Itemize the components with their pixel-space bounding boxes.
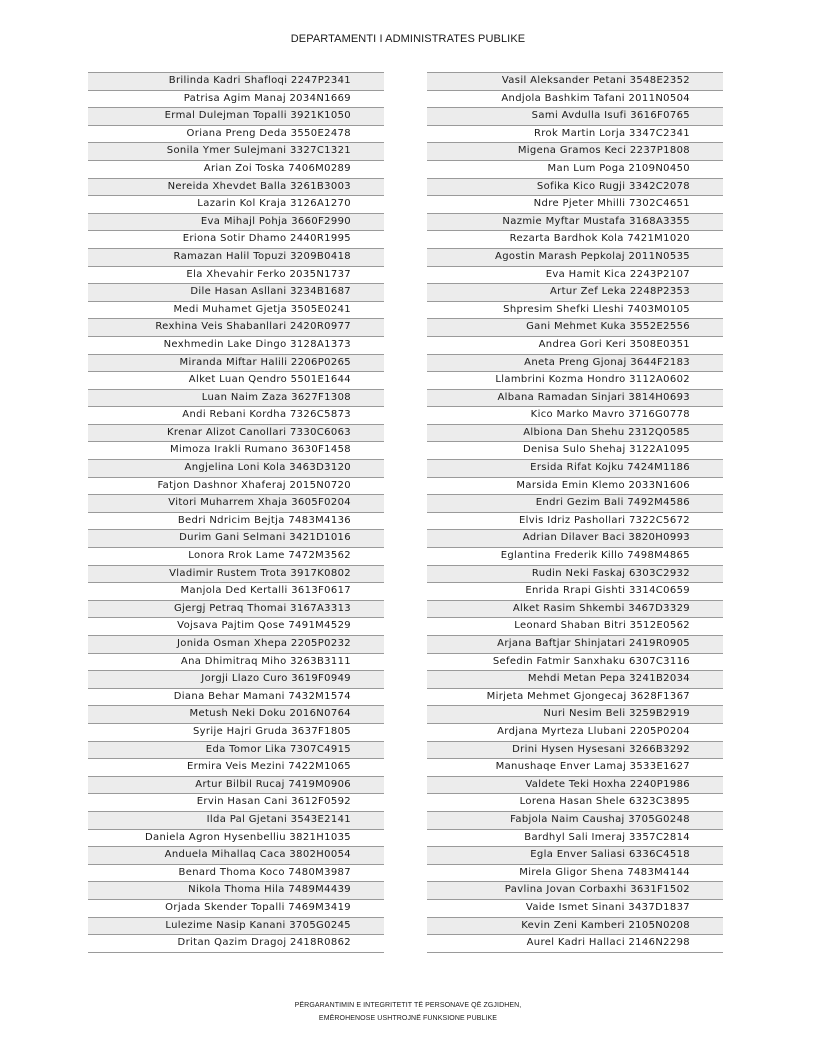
list-item: Ilda Pal Gjetani 3543E2141 [88,812,384,830]
list-item: Manjola Ded Kertalli 3613F0617 [88,583,384,601]
list-item: Endri Gezim Bali 7492M4586 [427,495,723,513]
list-item: Alket Luan Qendro 5501E1644 [88,372,384,390]
list-item: Vladimir Rustem Trota 3917K0802 [88,566,384,584]
list-item: Sofika Kico Rugji 3342C2078 [427,179,723,197]
list-item: Miranda Miftar Halili 2206P0265 [88,355,384,373]
list-item: Adrian Dilaver Baci 3820H0993 [427,530,723,548]
list-item: Lonora Rrok Lame 7472M3562 [88,548,384,566]
list-item: Brilinda Kadri Shafloqi 2247P2341 [88,73,384,91]
list-item: Bardhyl Sali Imeraj 3357C2814 [427,830,723,848]
footer-line-2: EMËROHENOSE USHTROJNË FUNKSIONE PUBLIKE [318,1015,498,1022]
list-item: Benard Thoma Koco 7480M3987 [88,865,384,883]
list-item: Denisa Sulo Shehaj 3122A1095 [427,442,723,460]
list-item: Drini Hysen Hysesani 3266B3292 [427,742,723,760]
list-item: Agostin Marash Pepkolaj 2011N0535 [427,249,723,267]
list-item: Pavlina Jovan Corbaxhi 3631F1502 [427,882,723,900]
list-item: Ervin Hasan Cani 3612F0592 [88,794,384,812]
list-item: Manushaqe Enver Lamaj 3533E1627 [427,759,723,777]
list-item: Artur Bilbil Rucaj 7419M0906 [88,777,384,795]
list-item: Rezarta Bardhok Kola 7421M1020 [427,231,723,249]
list-item: Arjana Baftjar Shinjatari 2419R0905 [427,636,723,654]
list-item: Medi Muhamet Gjetja 3505E0241 [88,302,384,320]
list-item: Ardjana Myrteza Llubani 2205P0204 [427,724,723,742]
name-list-right [427,72,723,953]
list-item: Daniela Agron Hysenbelliu 3821H1035 [88,830,384,848]
list-item: Migena Gramos Keci 2237P1808 [427,143,723,161]
list-item: Orjada Skender Topalli 7469M3419 [88,900,384,918]
list-item: Nexhmedin Lake Dingo 3128A1373 [88,337,384,355]
list-item: Rexhina Veis Shabanllari 2420R0977 [88,319,384,337]
list-item: Aurel Kadri Hallaci 2146N2298 [427,935,723,953]
list-item: Lorena Hasan Shele 6323C3895 [427,794,723,812]
list-item: Egla Enver Saliasi 6336C4518 [427,847,723,865]
name-list-left [88,72,384,953]
list-item: Mirela Gligor Shena 7483M4144 [427,865,723,883]
list-item: Eda Tomor Lika 7307C4915 [88,742,384,760]
list-item: Kico Marko Mavro 3716G0778 [427,407,723,425]
footer-line-1: PËRGARANTIMIN E INTEGRITETIT TË PERSONAVE QË ZGJIDHEN, [294,1002,522,1009]
list-item: Patrisa Agim Manaj 2034N1669 [88,91,384,109]
list-item: Mehdi Metan Pepa 3241B2034 [427,671,723,689]
list-item: Andjola Bashkim Tafani 2011N0504 [427,91,723,109]
list-item: Jonida Osman Xhepa 2205P0232 [88,636,384,654]
list-item: Leonard Shaban Bitri 3512E0562 [427,618,723,636]
list-item: Nereida Xhevdet Balla 3261B3003 [88,179,384,197]
list-item: Llambrini Kozma Hondro 3112A0602 [427,372,723,390]
list-item: Luan Naim Zaza 3627F1308 [88,390,384,408]
list-item: Ana Dhimitraq Miho 3263B3111 [88,654,384,672]
list-item: Vitori Muharrem Xhaja 3605F0204 [88,495,384,513]
page-footer [0,999,816,1025]
list-item: Valdete Teki Hoxha 2240P1986 [427,777,723,795]
list-item: Ermal Dulejman Topalli 3921K1050 [88,108,384,126]
list-item: Lulezime Nasip Kanani 3705G0245 [88,918,384,936]
list-item: Rrok Martin Lorja 3347C2341 [427,126,723,144]
list-item: Lazarin Kol Kraja 3126A1270 [88,196,384,214]
list-item: Mimoza Irakli Rumano 3630F1458 [88,442,384,460]
list-item: Krenar Alizot Canollari 7330C6063 [88,425,384,443]
list-item: Rudin Neki Faskaj 6303C2932 [427,566,723,584]
list-item: Man Lum Poga 2109N0450 [427,161,723,179]
list-item: Albiona Dan Shehu 2312Q0585 [427,425,723,443]
list-item: Shpresim Shefki Lleshi 7403M0105 [427,302,723,320]
list-item: Albana Ramadan Sinjari 3814H0693 [427,390,723,408]
list-item: Elvis Idriz Pashollari 7322C5672 [427,513,723,531]
list-item: Arian Zoi Toska 7406M0289 [88,161,384,179]
list-item: Oriana Preng Deda 3550E2478 [88,126,384,144]
list-item: Enrida Rrapi Gishti 3314C0659 [427,583,723,601]
list-item: Bedri Ndricim Bejtja 7483M4136 [88,513,384,531]
list-item: Vaide Ismet Sinani 3437D1837 [427,900,723,918]
list-item: Eva Mihajl Pohja 3660F2990 [88,214,384,232]
list-item: Nuri Nesim Beli 3259B2919 [427,706,723,724]
list-item: Dritan Qazim Dragoj 2418R0862 [88,935,384,953]
list-item: Andi Rebani Kordha 7326C5873 [88,407,384,425]
list-item: Vasil Aleksander Petani 3548E2352 [427,73,723,91]
list-item: Vojsava Pajtim Qose 7491M4529 [88,618,384,636]
list-item: Fabjola Naim Caushaj 3705G0248 [427,812,723,830]
list-item: Nikola Thoma Hila 7489M4439 [88,882,384,900]
list-item: Eglantina Frederik Killo 7498M4865 [427,548,723,566]
list-item: Sami Avdulla Isufi 3616F0765 [427,108,723,126]
list-item: Fatjon Dashnor Xhaferaj 2015N0720 [88,478,384,496]
list-item: Marsida Emin Klemo 2033N1606 [427,478,723,496]
page-title: DEPARTAMENTI I ADMINISTRATES PUBLIKE [290,33,526,45]
list-item: Alket Rasim Shkembi 3467D3329 [427,601,723,619]
list-item: Sefedin Fatmir Sanxhaku 6307C3116 [427,654,723,672]
list-item: Gjergj Petraq Thomai 3167A3313 [88,601,384,619]
list-item: Ela Xhevahir Ferko 2035N1737 [88,267,384,285]
list-item: Artur Zef Leka 2248P2353 [427,284,723,302]
list-item: Andrea Gori Keri 3508E0351 [427,337,723,355]
list-item: Nazmie Myftar Mustafa 3168A3355 [427,214,723,232]
list-item: Gani Mehmet Kuka 3552E2556 [427,319,723,337]
list-item: Diana Behar Mamani 7432M1574 [88,689,384,707]
list-item: Ermira Veis Mezini 7422M1065 [88,759,384,777]
list-item: Durim Gani Selmani 3421D1016 [88,530,384,548]
list-item: Ramazan Halil Topuzi 3209B0418 [88,249,384,267]
list-item: Angjelina Loni Kola 3463D3120 [88,460,384,478]
list-item: Sonila Ymer Sulejmani 3327C1321 [88,143,384,161]
list-item: Anduela Mihallaq Caca 3802H0054 [88,847,384,865]
list-item: Eva Hamit Kica 2243P2107 [427,267,723,285]
list-item: Ersida Rifat Kojku 7424M1186 [427,460,723,478]
list-item: Jorgji Llazo Curo 3619F0949 [88,671,384,689]
list-item: Dile Hasan Asllani 3234B1687 [88,284,384,302]
list-item: Metush Neki Doku 2016N0764 [88,706,384,724]
list-item: Aneta Preng Gjonaj 3644F2183 [427,355,723,373]
list-item: Ndre Pjeter Mhilli 7302C4651 [427,196,723,214]
list-item: Eriona Sotir Dhamo 2440R1995 [88,231,384,249]
list-item: Mirjeta Mehmet Gjongecaj 3628F1367 [427,689,723,707]
list-item: Kevin Zeni Kamberi 2105N0208 [427,918,723,936]
list-item: Syrije Hajri Gruda 3637F1805 [88,724,384,742]
